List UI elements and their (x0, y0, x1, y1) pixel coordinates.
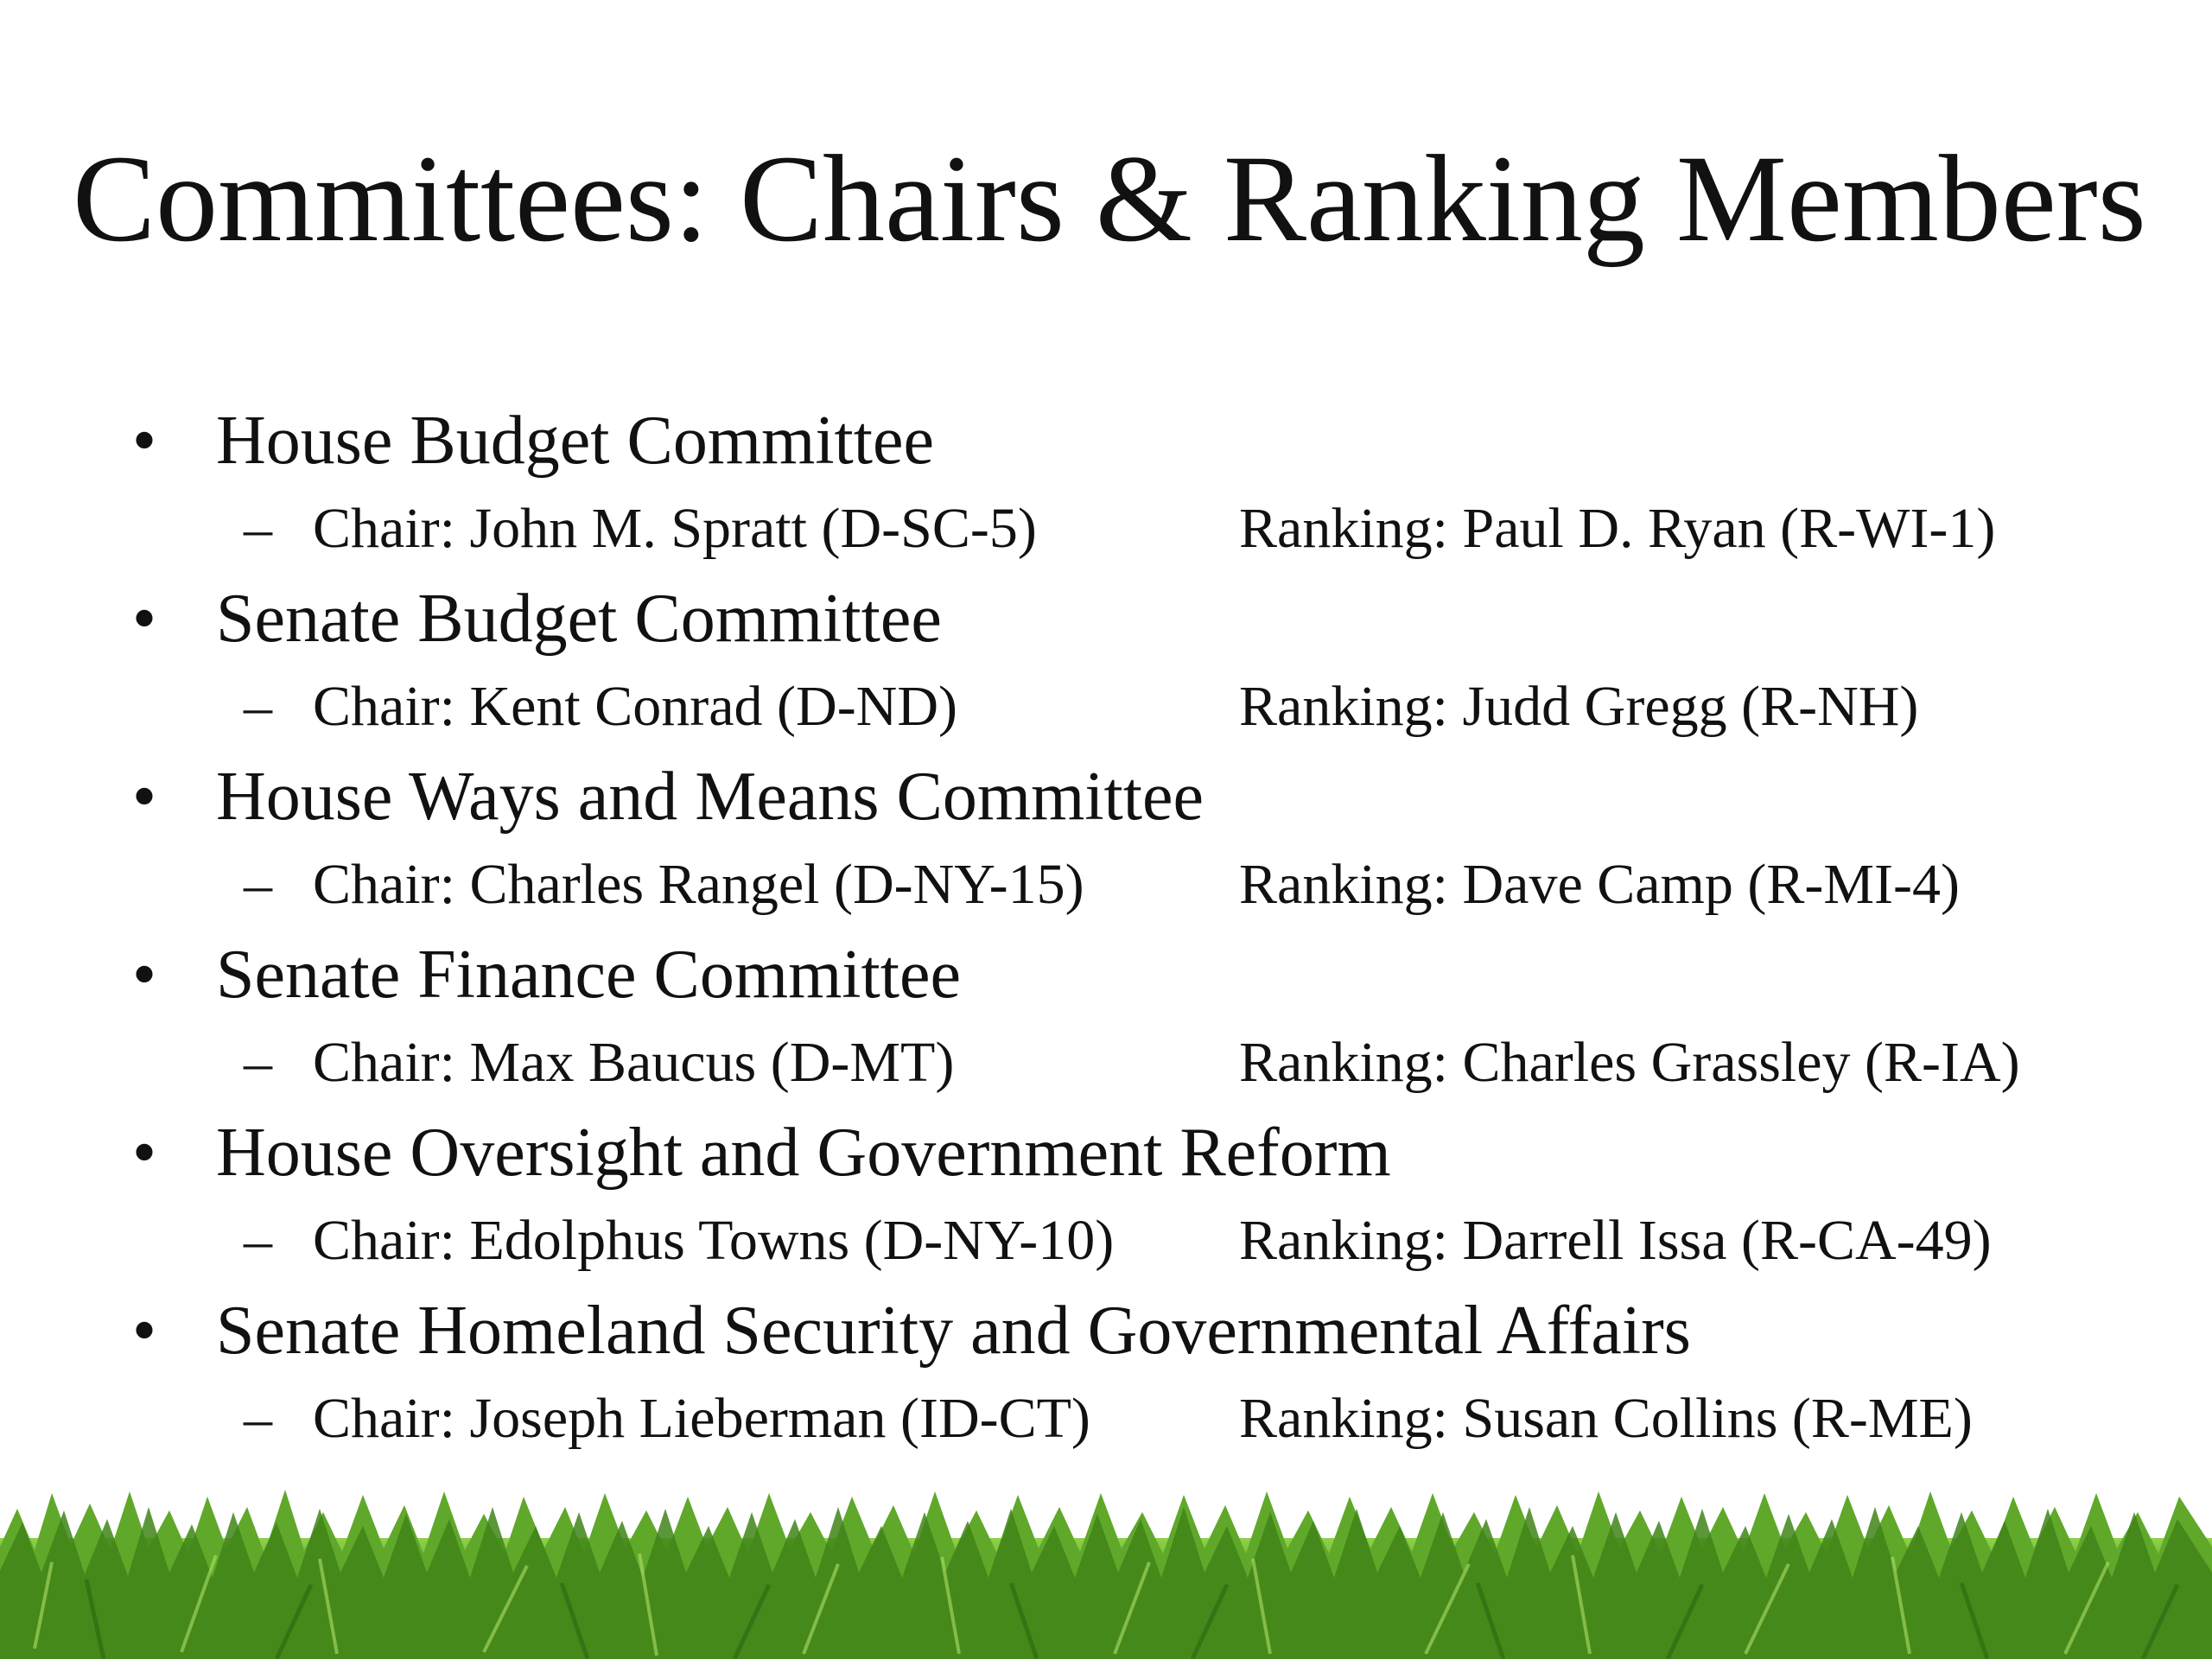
committee-heading-line (0, 577, 2212, 660)
grass-border-image (0, 1476, 2212, 1659)
dash-icon: – (244, 853, 272, 916)
bullet-icon: • (132, 759, 157, 835)
committee-name: House Oversight and Government Reform (216, 1115, 1391, 1191)
committee-item (0, 1289, 2212, 1467)
chair-text: Chair: Edolphus Towns (D-NY-10) (313, 1209, 1115, 1272)
bullet-icon: • (132, 1115, 157, 1191)
committee-name: House Ways and Means Committee (216, 759, 1205, 835)
ranking-text: Ranking: Dave Camp (R-MI-4) (1239, 853, 1960, 916)
committee-item (0, 1111, 2212, 1289)
slide-title: Committees: Chairs & Ranking Members (73, 130, 2146, 268)
chair-text: Chair: John M. Spratt (D-SC-5) (313, 497, 1037, 560)
committee-members-line (0, 494, 2212, 563)
committee-item (0, 755, 2212, 933)
committee-heading-line (0, 1111, 2212, 1194)
committee-members-line (0, 850, 2212, 919)
bullet-icon: • (132, 403, 157, 479)
ranking-text: Ranking: Darrell Issa (R-CA-49) (1239, 1209, 1992, 1272)
committee-name: Senate Homeland Security and Governmental Affairs (216, 1293, 1691, 1369)
dash-icon: – (244, 497, 272, 560)
committee-item (0, 577, 2212, 755)
chair-text: Chair: Charles Rangel (D-NY-15) (313, 853, 1084, 916)
committee-name: Senate Finance Committee (216, 937, 961, 1013)
dash-icon: – (244, 1387, 272, 1450)
bullet-icon: • (132, 581, 157, 657)
chair-text: Chair: Max Baucus (D-MT) (313, 1031, 955, 1094)
committee-heading-line (0, 1289, 2212, 1372)
committee-members-line (0, 1028, 2212, 1097)
committee-heading-line (0, 399, 2212, 482)
committee-name: Senate Budget Committee (216, 581, 942, 657)
chair-text: Chair: Kent Conrad (D-ND) (313, 675, 957, 738)
committee-members-line (0, 1206, 2212, 1275)
dash-icon: – (244, 675, 272, 738)
bullet-icon: • (132, 937, 157, 1013)
ranking-text: Ranking: Susan Collins (R-ME) (1239, 1387, 1973, 1450)
committee-heading-line (0, 933, 2212, 1016)
grass-illustration (0, 1476, 2212, 1659)
ranking-text: Ranking: Charles Grassley (R-IA) (1239, 1031, 2020, 1094)
ranking-text: Ranking: Judd Gregg (R-NH) (1239, 675, 1919, 738)
committee-item (0, 399, 2212, 577)
chair-text: Chair: Joseph Lieberman (ID-CT) (313, 1387, 1090, 1450)
committee-item (0, 933, 2212, 1111)
committee-heading-line (0, 755, 2212, 838)
dash-icon: – (244, 1031, 272, 1094)
ranking-text: Ranking: Paul D. Ryan (R-WI-1) (1239, 497, 1996, 560)
dash-icon: – (244, 1209, 272, 1272)
bullet-icon: • (132, 1293, 157, 1369)
committee-members-line (0, 672, 2212, 741)
committee-name: House Budget Committee (216, 403, 935, 479)
committee-members-line (0, 1384, 2212, 1453)
